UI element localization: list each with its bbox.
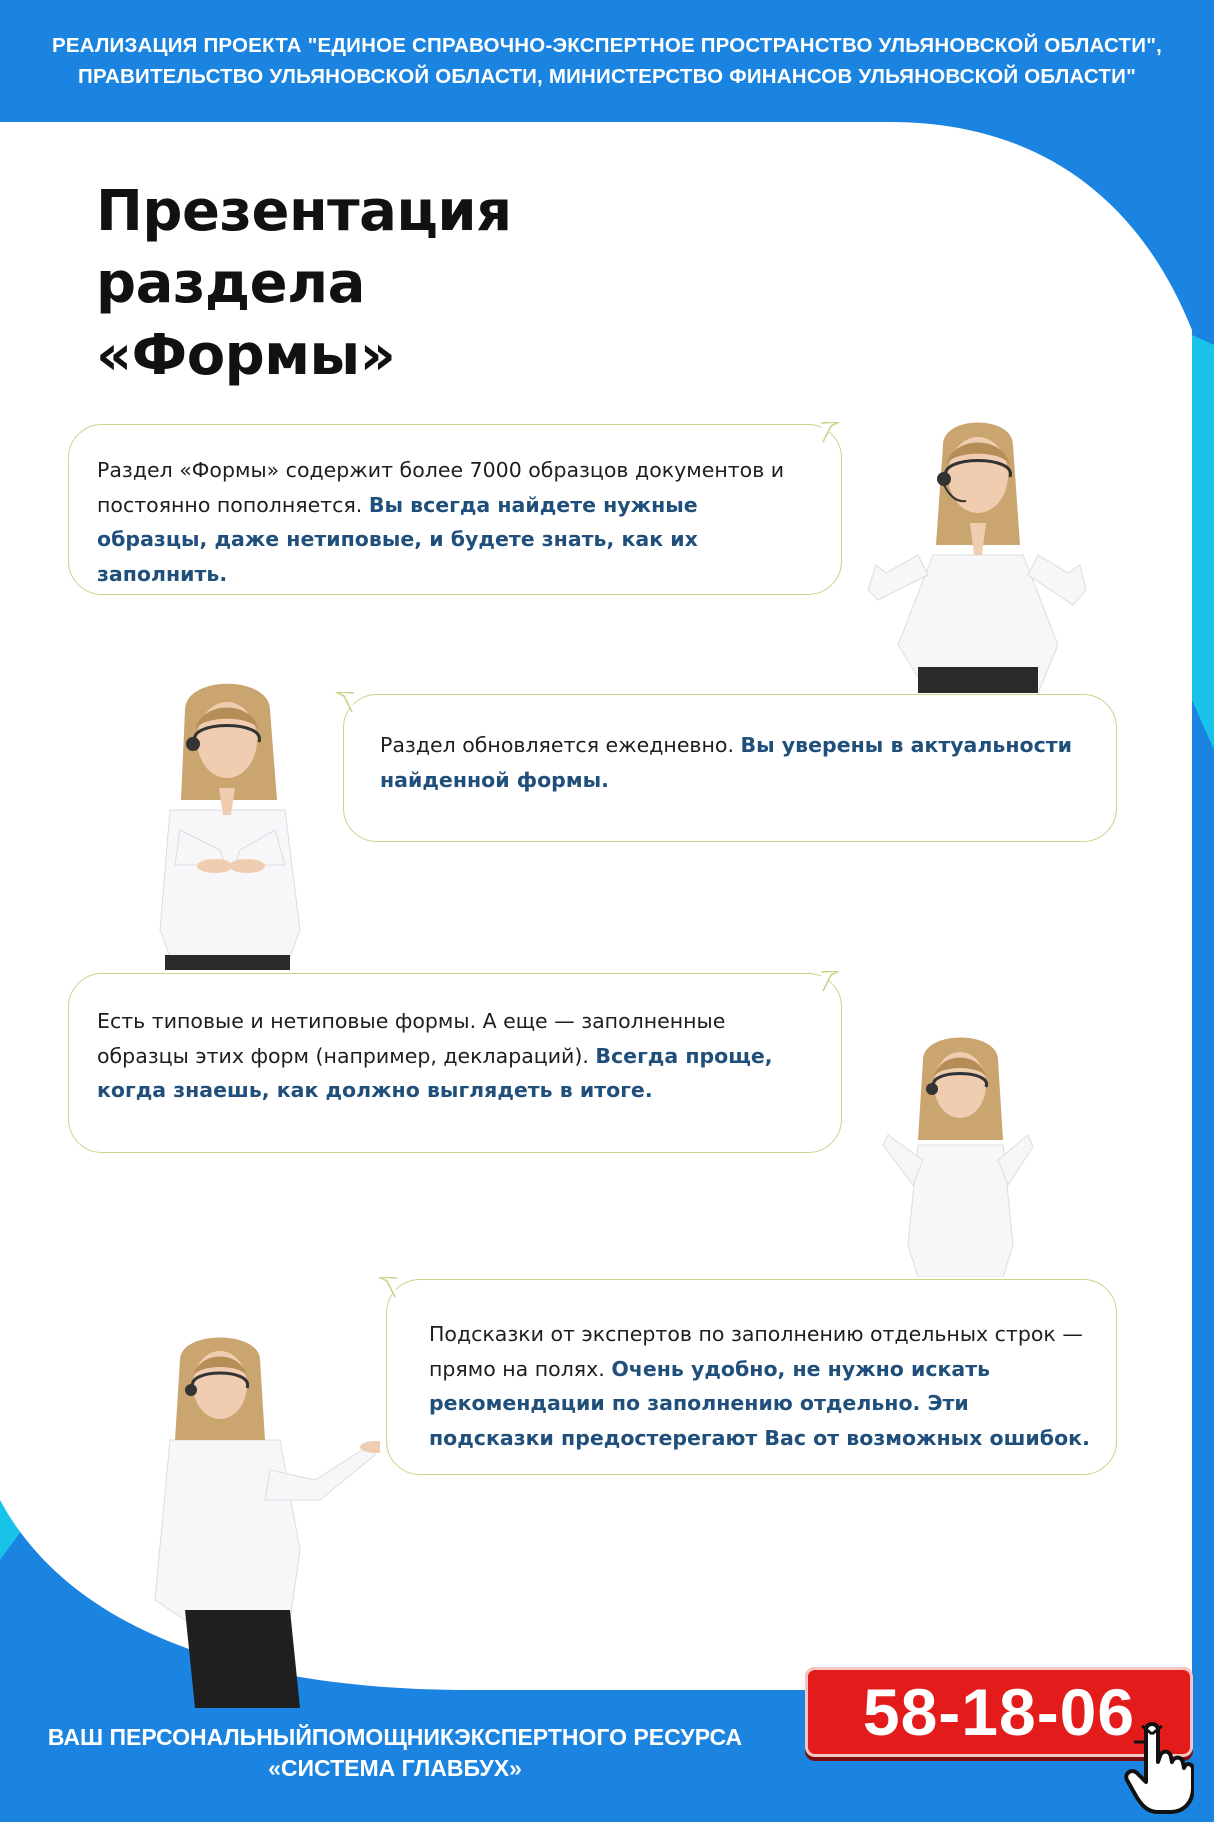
speech-bubble-4: [386, 1279, 1117, 1475]
footer-line-1: ВАШ ПЕРСОНАЛЬНЫЙПОМОЩНИКЭКСПЕРТНОГО РЕСУРСА: [47, 1724, 743, 1750]
bubble-3-text: Есть типовые и нетиповые формы. А еще — заполненные образцы этих форм (например, деклараций).: [97, 1009, 726, 1068]
bubble-3-highlight: Всегда проще, когда знаешь, как должно выглядеть в итоге.: [97, 1043, 773, 1102]
bubble-tail: [334, 692, 354, 714]
title-line-2: «Формы»: [96, 323, 396, 388]
header-line-1: РЕАЛИЗАЦИЯ ПРОЕКТА "ЕДИНОЕ СПРАВОЧНО-ЭКСПЕРТНОЕ ПРОСТРАНСТВО УЛЬЯНОВСКОЙ ОБЛАСТИ",: [51, 34, 1163, 57]
bubble-4-text: Подсказки от экспертов по заполнению отдельных строк — прямо на полях.: [429, 1322, 1083, 1381]
title-line-1: Презентация раздела: [96, 179, 512, 316]
phone-number-button[interactable]: 58-18-06: [805, 1667, 1193, 1757]
bubble-2-text: Раздел обновляется ежедневно.: [380, 733, 741, 757]
page-title: [96, 176, 796, 392]
pointing-hand-icon: [1124, 1722, 1194, 1814]
operator-photo-thumbs-up: [858, 405, 1098, 693]
speech-bubble-2: [343, 694, 1117, 842]
speech-bubble-1: [68, 424, 842, 595]
bubble-tail: [821, 422, 841, 444]
operator-photo-presenting: [140, 1330, 380, 1708]
speech-bubble-3: [68, 973, 842, 1153]
footer-tagline: [0, 1722, 790, 1784]
bubble-tail: [821, 971, 841, 993]
operator-photo-open-hands: [125, 670, 335, 970]
header-line-2: ПРАВИТЕЛЬСТВО УЛЬЯНОВСКОЙ ОБЛАСТИ, МИНИСТЕРСТВО ФИНАНСОВ УЛЬЯНОВСКОЙ ОБЛАСТИ": [78, 65, 1136, 88]
bubble-tail: [377, 1277, 397, 1299]
bubble-2-highlight: Вы уверены в актуальности найденной формы.: [380, 733, 1073, 792]
footer-line-2: «СИСТЕМА ГЛАВБУХ»: [268, 1755, 522, 1781]
bubble-1-highlight: Вы всегда найдете нужные образцы, даже нетиповые, и будете знать, как их заполнить.: [97, 492, 698, 586]
bubble-4-highlight: Очень удобно, не нужно искать рекомендации по заполнению отдельно. Эти подсказки предостерегают Вас от возможных ошибок.: [429, 1356, 1090, 1450]
operator-photo-pointing: [878, 1025, 1038, 1277]
header-banner: [0, 0, 1214, 122]
bubble-1-text: Раздел «Формы» содержит более 7000 образцов документов и постоянно пополняется.: [97, 458, 785, 517]
